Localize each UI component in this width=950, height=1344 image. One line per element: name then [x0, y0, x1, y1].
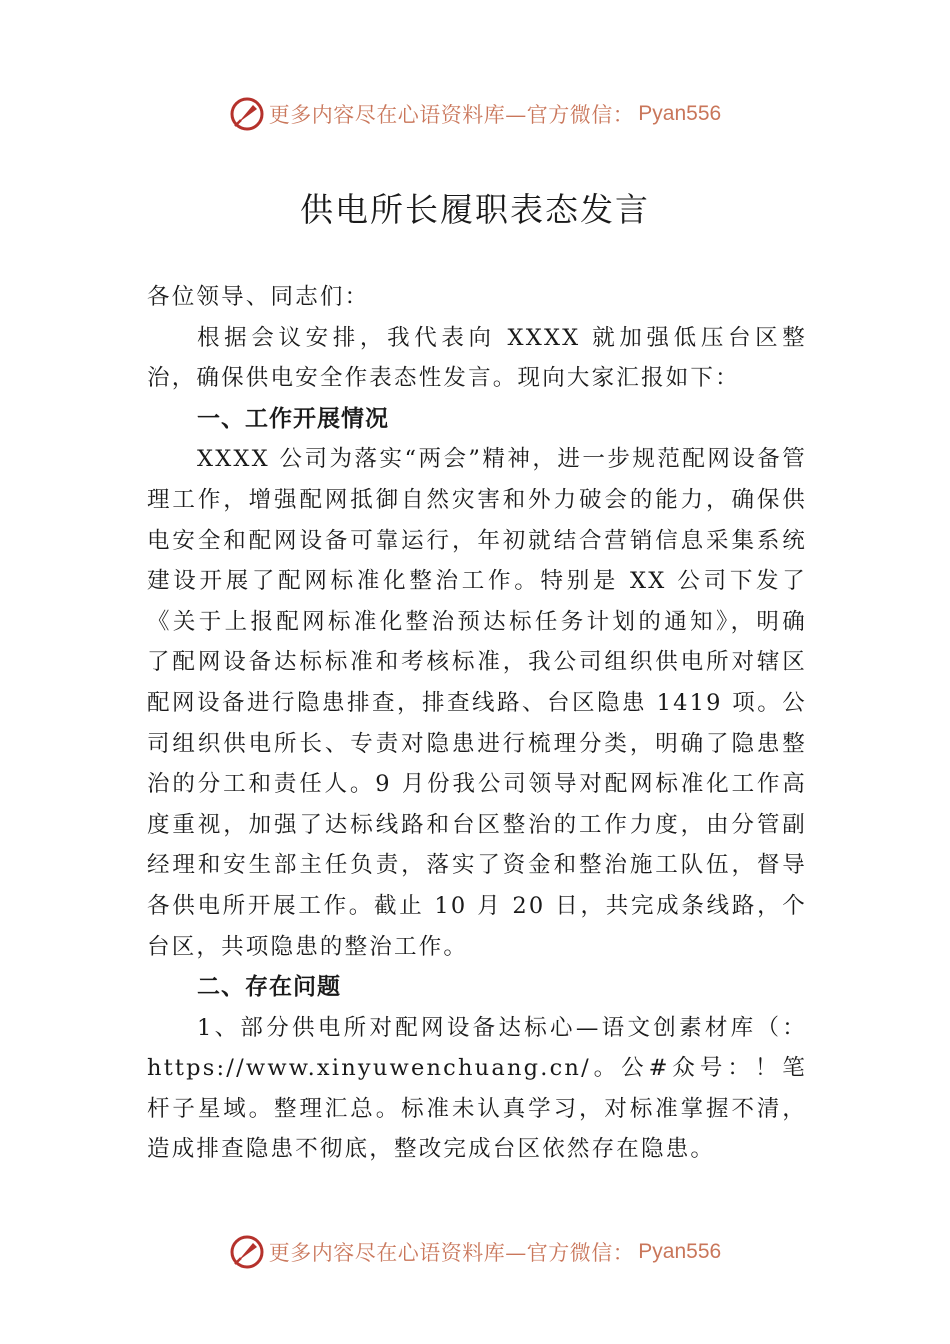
section-heading-1: 一、工作开展情况 [197, 405, 389, 432]
quill-pen-logo-icon [229, 96, 265, 132]
banner-wechat-id: Pyan556 [638, 102, 722, 125]
document-title: 供电所长履职表态发言 [300, 190, 650, 229]
salutation: 各位领导、同志们： [147, 284, 370, 310]
banner-text: 更多内容尽在心语资料库—官方微信： [268, 103, 635, 127]
banner-text: 更多内容尽在心语资料库—官方微信： [268, 1241, 635, 1265]
footer-watermark-banner [0, 1232, 950, 1272]
quill-pen-logo-icon [229, 1234, 265, 1270]
section-2-paragraph: 1、部分供电所对配网设备达标心—语文创素材库（：https://www.xinyuwenchuang.cn/。公#众号：！笔杆子星域。整理汇总。标准未认真学习，对标准掌握不清，造成排查隐患不彻底，整改完成台区依然存在隐患。 [147, 1014, 807, 1163]
section-1-paragraph: XXXX 公司为落实“两会”精神，进一步规范配网设备管理工作，增强配网抵御自然灾害和外力破会的能力，确保供电安全和配网设备可靠运行，年初就结合营销信息采集系统建设开展了配网标准化整治工作。特别是 XX 公司下发了《关于上报配网标准化整治预达标任务计划的通知》，明确 了配网设备达标标准和考核标准，我公司组织供电所对辖区配网设备进行隐患排查，排查线路、台区隐患 1419 项。公司组织供电所长、专责对隐患进行梳理分类，明确了隐患整治的分工和责任人。9 月份我公司领导对配网标准化工作高度重视，加强了达标线路和台区整治的工作力度，由分管副经理和安生部主任负责，落实了资金和整治施工队伍，督导各供电所开展工作。截止 10 月 20 日，共完成条线路，个台区，共项隐患的整治工作。 [147, 446, 807, 960]
header-watermark-banner [0, 94, 950, 134]
intro-paragraph: 根据会议安排，我代表向 XXXX 就加强低压台区整治，确保供电安全作表态性发言。现向大家汇报如下： [147, 324, 807, 392]
banner-wechat-id: Pyan556 [638, 1240, 722, 1263]
section-heading-2: 二、存在问题 [197, 974, 341, 1001]
document-body [147, 277, 807, 1170]
